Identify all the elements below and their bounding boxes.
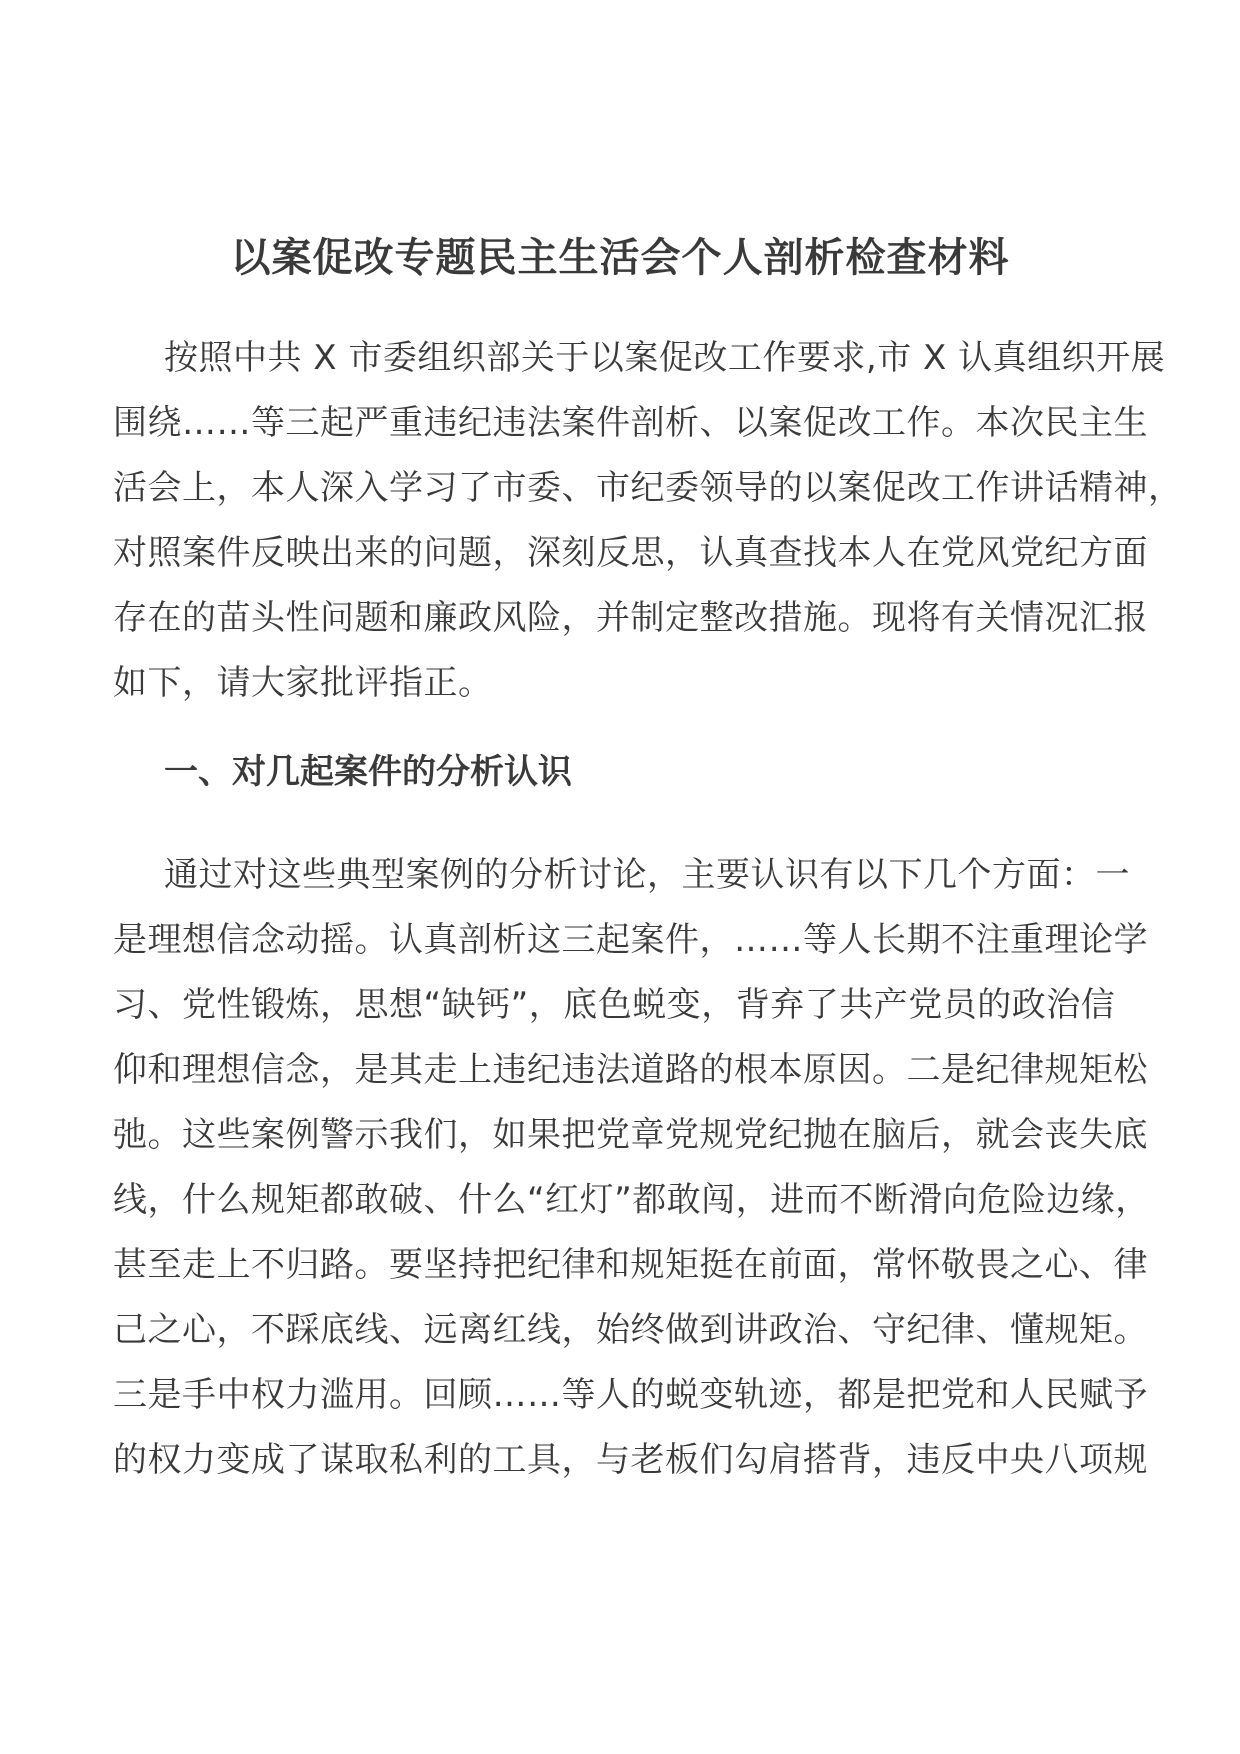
- paragraph-line: 对照案件反映出来的问题，深刻反思，认真查找本人在党风党纪方面: [113, 533, 1148, 573]
- paragraph-line: 三是手中权力滥用。回顾……等人的蜕变轨迹，都是把党和人民赋予: [113, 1375, 1148, 1415]
- paragraph-line: 活会上，本人深入学习了市委、市纪委领导的以案促改工作讲话精神，: [113, 468, 1183, 508]
- section-heading: 一、对几起案件的分析认识: [164, 752, 572, 792]
- analysis-paragraph: [113, 843, 1150, 1493]
- paragraph-line: 如下，请大家批评指正。: [113, 663, 493, 703]
- paragraph-line: 是理想信念动摇。认真剖析这三起案件，……等人长期不注重理论学: [113, 920, 1148, 960]
- paragraph-line: 通过对这些典型案例的分析讨论，主要认识有以下几个方面：一: [164, 855, 1130, 895]
- paragraph-line: 按照中共 X 市委组织部关于以案促改工作要求,市 X 认真组织开展: [164, 338, 1166, 378]
- paragraph-line: 己之心，不踩底线、远离红线，始终做到讲政治、守纪律、懂规矩。: [113, 1310, 1148, 1350]
- paragraph-line: 围绕……等三起严重违纪违法案件剖析、以案促改工作。本次民主生: [113, 403, 1148, 443]
- paragraph-line: 甚至走上不归路。要坚持把纪律和规矩挺在前面，常怀敬畏之心、律: [113, 1245, 1148, 1285]
- intro-paragraph: [113, 326, 1183, 716]
- paragraph-line: 习、党性锻炼，思想“缺钙”，底色蜕变，背弃了共产党员的政治信: [113, 985, 1116, 1025]
- paragraph-line: 的权力变成了谋取私利的工具，与老板们勾肩搭背，违反中央八项规: [113, 1440, 1148, 1480]
- paragraph-line: 线，什么规矩都敢破、什么“红灯”都敢闯，进而不断滑向危险边缘，: [113, 1180, 1150, 1220]
- document-title: 以案促改专题民主生活会个人剖析检查材料: [230, 235, 1010, 281]
- paragraph-line: 弛。这些案例警示我们，如果把党章党规党纪抛在脑后，就会丧失底: [113, 1115, 1148, 1155]
- paragraph-line: 仰和理想信念，是其走上违纪违法道路的根本原因。二是纪律规矩松: [113, 1050, 1148, 1090]
- paragraph-line: 存在的苗头性问题和廉政风险，并制定整改措施。现将有关情况汇报: [113, 598, 1148, 638]
